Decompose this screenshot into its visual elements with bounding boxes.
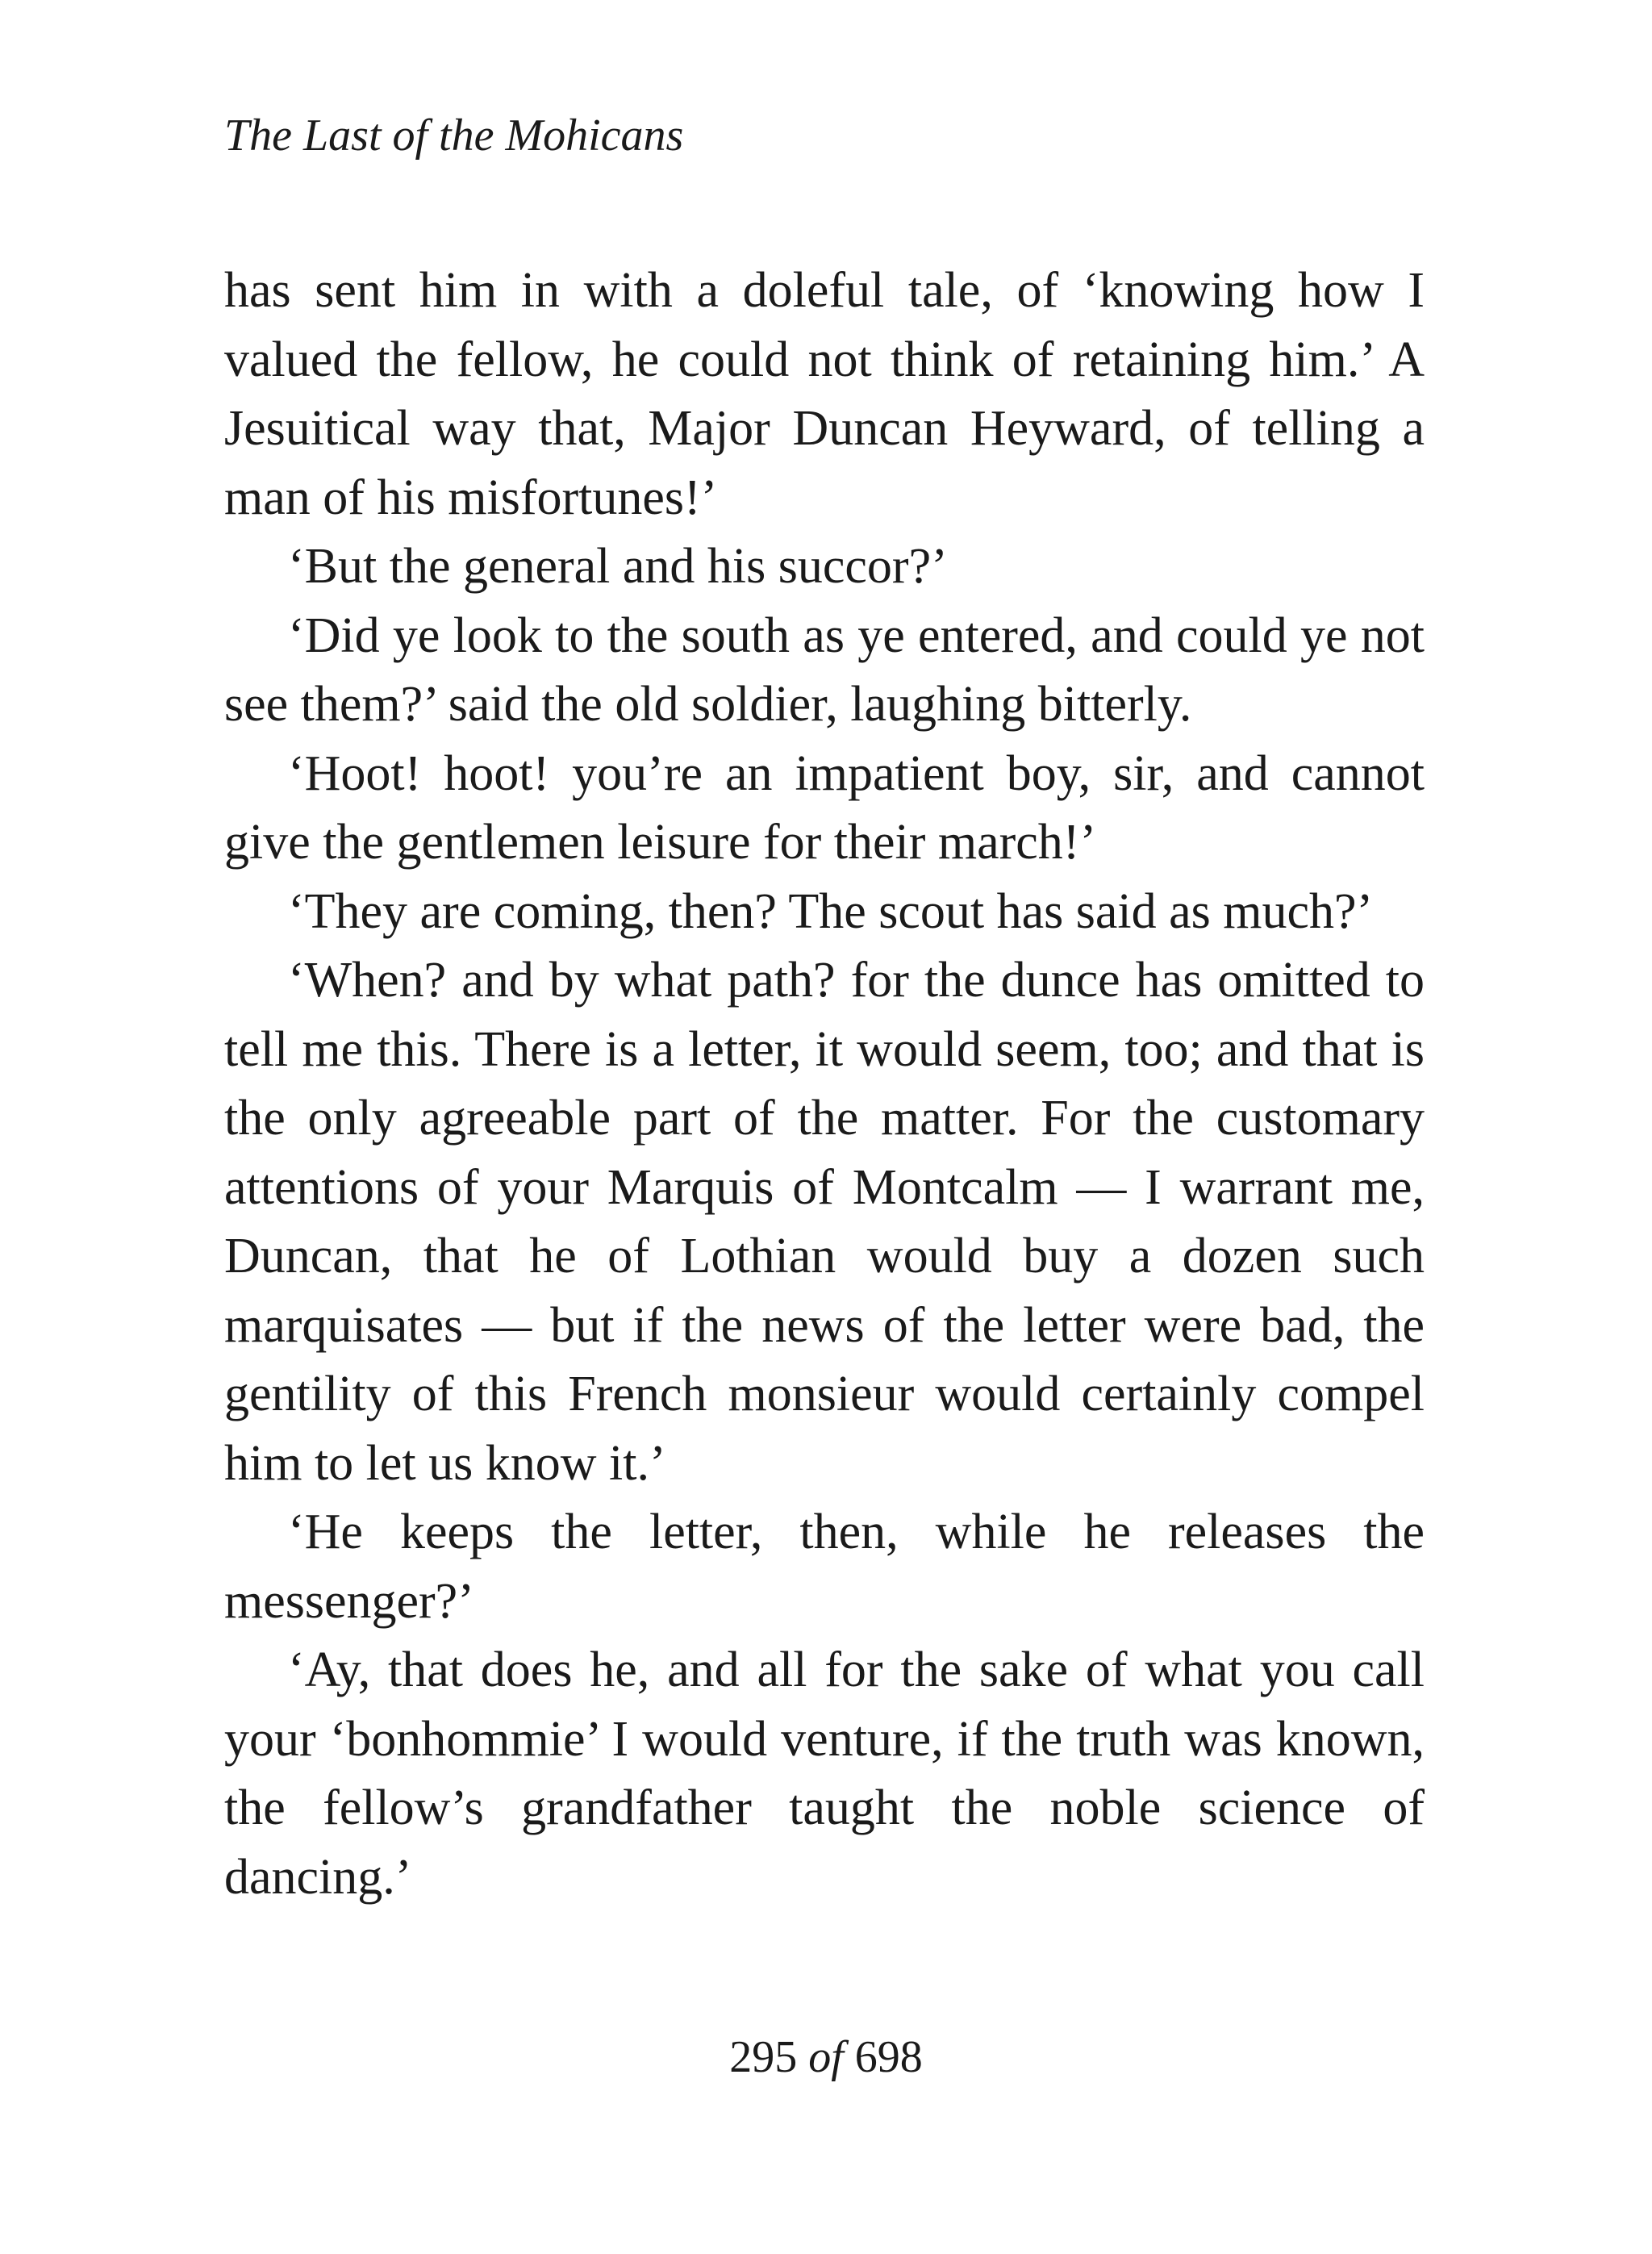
- body-text: [224, 257, 1425, 1912]
- paragraph: ‘They are coming, then? The scout has said as much?’: [288, 883, 1374, 939]
- paragraph-continued: has sent him in with a doleful tale, of ‘knowing how I valued the fellow, he could not think of retaining him.’ A Jesuitical way that, Major Duncan Heyward, of telling a man of his misfortunes!’: [224, 263, 1425, 525]
- paragraph: ‘But the general and his succor?’: [288, 539, 948, 594]
- current-page: 295: [729, 2032, 798, 2082]
- paragraph: ‘Did ye look to the south as ye entered, and could ye not see them?’ said the old soldier, laughing bitterly.: [224, 607, 1425, 732]
- paragraph: ‘When? and by what path? for the dunce has omitted to tell me this. There is a letter, it would seem, too; and that is the only agreeable part of the matter. For the customary attentions of your Marquis of Montcalm — I warrant me, Duncan, that he of Lothian would buy a dozen such marquisates — but if the news of the letter were bad, the gentility of this French monsieur would certainly compel him to let us know it.’: [224, 953, 1425, 1491]
- running-head-title: The Last of the Mohicans: [224, 111, 684, 161]
- total-pages: 698: [854, 2032, 923, 2082]
- paragraph: ‘Ay, that does he, and all for the sake of what you call your ‘bonhommie’ I would venture, if the truth was known, the fellow’s grandfather taught the noble science of dancing.’: [224, 1642, 1425, 1905]
- page-number: [0, 2025, 1652, 2089]
- page-separator: of: [808, 2032, 844, 2082]
- paragraph: ‘He keeps the letter, then, while he releases the messenger?’: [224, 1505, 1425, 1629]
- paragraph: ‘Hoot! hoot! you’re an impatient boy, sir, and cannot give the gentlemen leisure for their march!’: [224, 745, 1425, 870]
